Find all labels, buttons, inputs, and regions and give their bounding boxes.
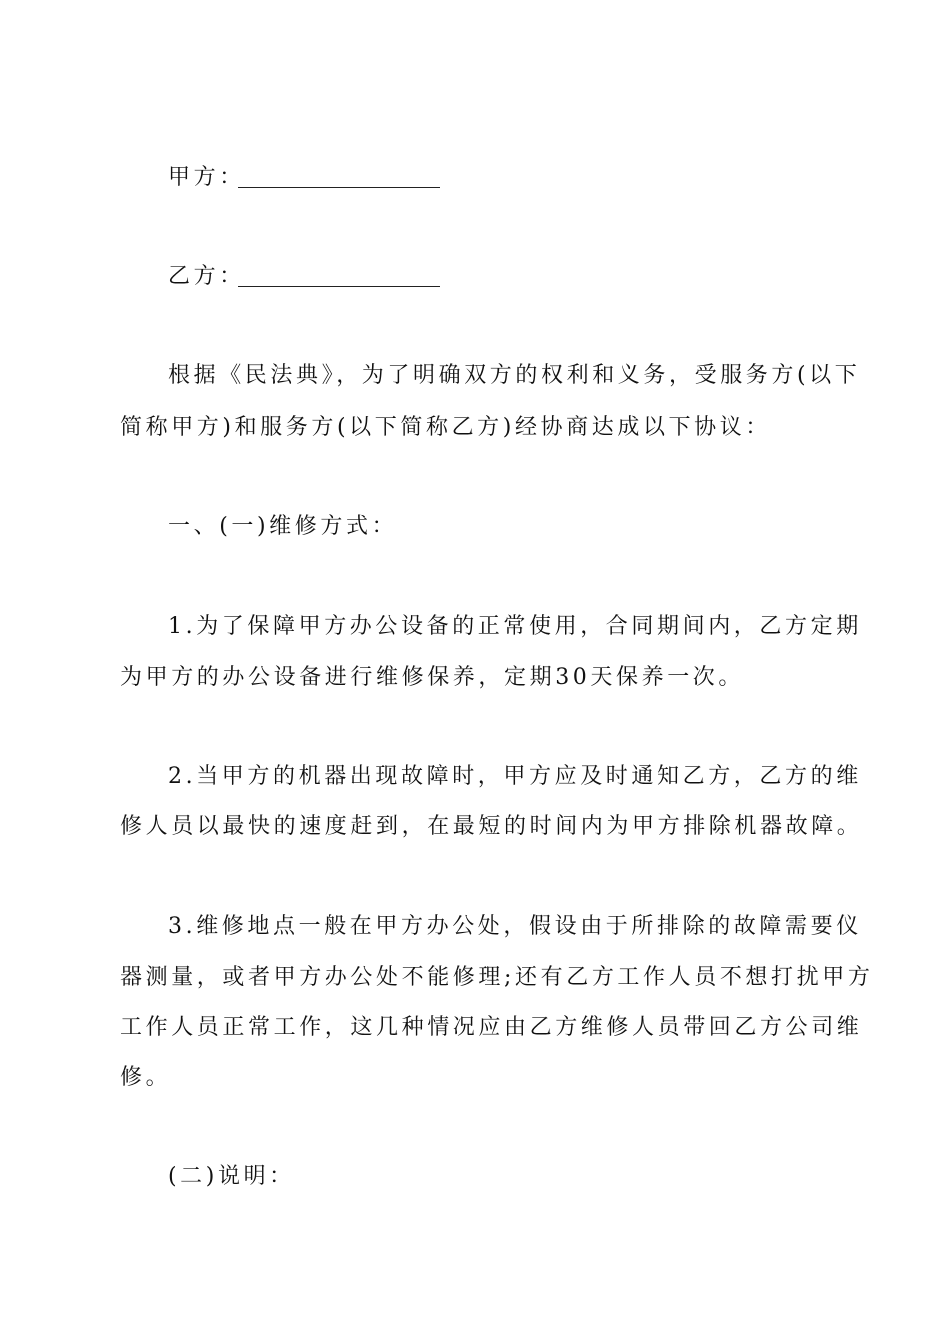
party-a-blank-line: [238, 187, 440, 188]
clause-2-line: 修人员以最快的速度赶到，在最短的时间内为甲方排除机器故障。: [120, 814, 863, 839]
intro-line: 简称甲方)和服务方(以下简称乙方)经协商达成以下协议：: [120, 415, 771, 440]
party-b-label: 乙方：: [168, 264, 245, 289]
clause-3-line: 修。: [120, 1065, 172, 1090]
intro-line: 根据《民法典》，为了明确双方的权利和义务，受服务方(以下: [168, 363, 861, 388]
clause-3-line: 器测量，或者甲方办公处不能修理;还有乙方工作人员不想打扰甲方: [120, 965, 874, 990]
clause-1-line: 为甲方的办公设备进行维修保养，定期30天保养一次。: [120, 665, 744, 690]
party-b-blank-line: [238, 286, 440, 287]
clause-3-line: 工作人员正常工作，这几种情况应由乙方维修人员带回乙方公司维: [120, 1015, 863, 1040]
section-1-heading: 一、(一)维修方式：: [168, 514, 398, 539]
clause-1-line: 1.为了保障甲方办公设备的正常使用，合同期间内，乙方定期: [168, 614, 862, 639]
clause-2-line: 2.当甲方的机器出现故障时，甲方应及时通知乙方，乙方的维: [168, 764, 862, 789]
section-2-heading: (二)说明：: [168, 1164, 295, 1189]
party-a-label: 甲方：: [168, 165, 245, 190]
clause-3-line: 3.维修地点一般在甲方办公处，假设由于所排除的故障需要仪: [168, 914, 862, 939]
